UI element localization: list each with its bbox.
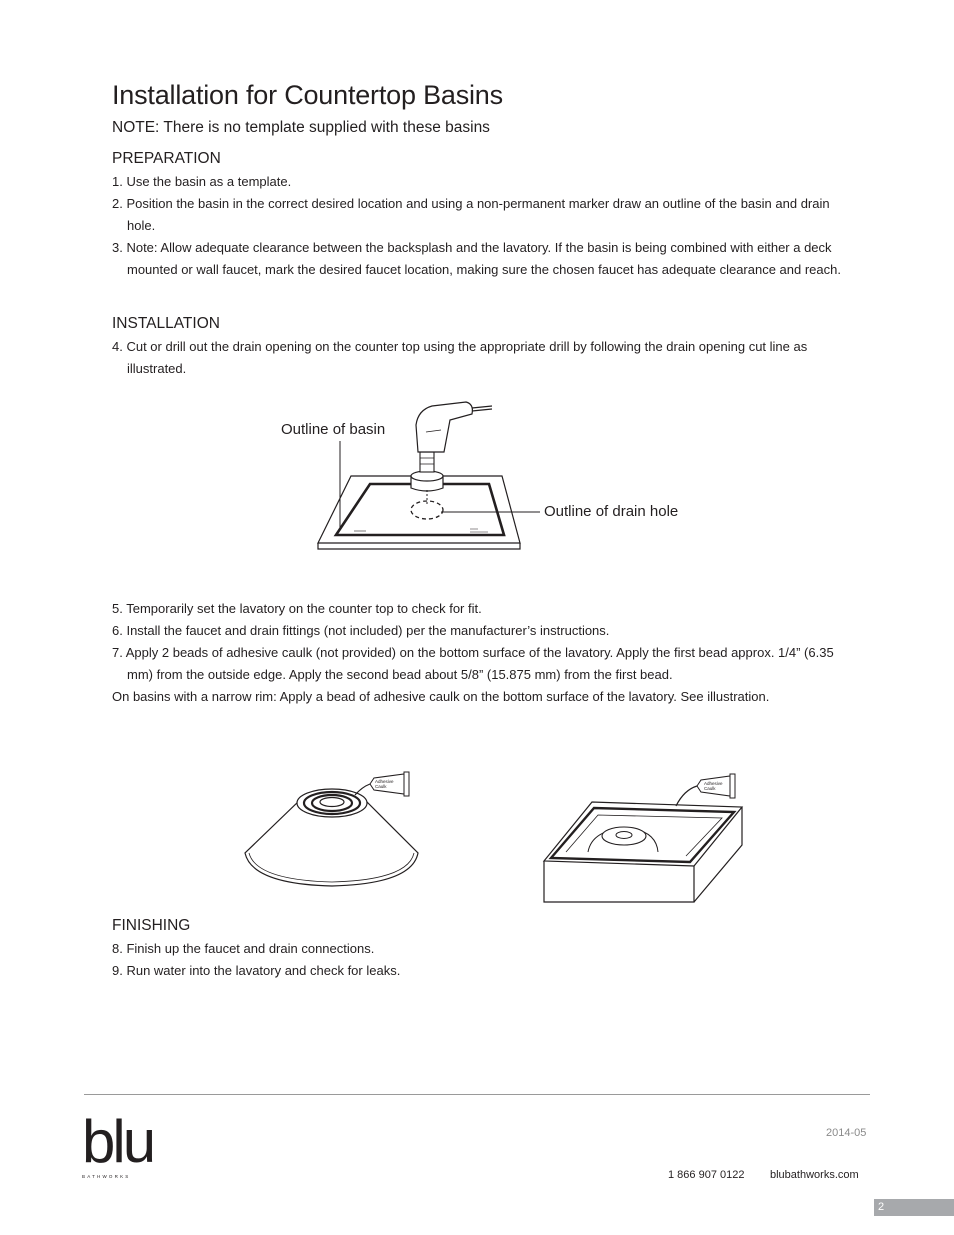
- adhesive-caulk-label-1: Adhesive Caulk: [375, 779, 394, 789]
- page-title: Installation for Countertop Basins: [112, 80, 503, 110]
- step-2: 2. Position the basin in the correct desired location and using a non-permanent marker draw an outline of the basin and drain hole.: [112, 196, 830, 233]
- step-7: 7. Apply 2 beads of adhesive caulk (not provided) on the bottom surface of the lavatory. Apply the first bead approx. 1/4” (6.35 mm) from the outside edge. Apply the second bead about 5/8” (15.875 mm) from the first bead.: [112, 645, 834, 682]
- step-6: 6. Install the faucet and drain fittings (not included) per the manufacturer’s instructions.: [112, 623, 610, 638]
- template-note: NOTE: There is no template supplied with these basins: [112, 119, 490, 136]
- outline-of-drain-hole-label: Outline of drain hole: [544, 503, 679, 520]
- step-1: 1. Use the basin as a template.: [112, 174, 292, 189]
- preparation-heading: PREPARATION: [112, 150, 221, 167]
- step-9: 9. Run water into the lavatory and check for leaks.: [112, 963, 401, 978]
- page-number: 2: [874, 1199, 954, 1216]
- finishing-heading: FINISHING: [112, 917, 191, 934]
- blu-logo: blu BATHWORKS: [82, 1108, 154, 1179]
- step-3: 3. Note: Allow adequate clearance between the backsplash and the lavatory. If the basin is being combined with either a deck mounted or wall faucet, mark the desired faucet location, making sure the chosen faucet has adequate clearance and reach.: [112, 240, 841, 277]
- finishing-steps: [112, 938, 842, 982]
- narrow-rim-note: On basins with a narrow rim: Apply a bead of adhesive caulk on the bottom surface of the lavatory. See illustration.: [112, 689, 770, 704]
- phone-number: 1 866 907 0122: [668, 1169, 745, 1181]
- step-8: 8. Finish up the faucet and drain connections.: [112, 941, 375, 956]
- step-5: 5. Temporarily set the lavatory on the counter top to check for fit.: [112, 601, 482, 616]
- adhesive-caulk-label-2: Adhesive Caulk: [704, 781, 723, 791]
- outline-of-basin-label: Outline of basin: [281, 421, 386, 438]
- document-date: 2014-05: [826, 1127, 867, 1139]
- step-4: 4. Cut or drill out the drain opening on the counter top using the appropriate drill by following the drain opening cut line as illustrated.: [112, 339, 808, 376]
- installation-heading: INSTALLATION: [112, 315, 220, 332]
- footer-divider: [84, 1094, 870, 1095]
- website-link[interactable]: blubathworks.com: [770, 1169, 859, 1181]
